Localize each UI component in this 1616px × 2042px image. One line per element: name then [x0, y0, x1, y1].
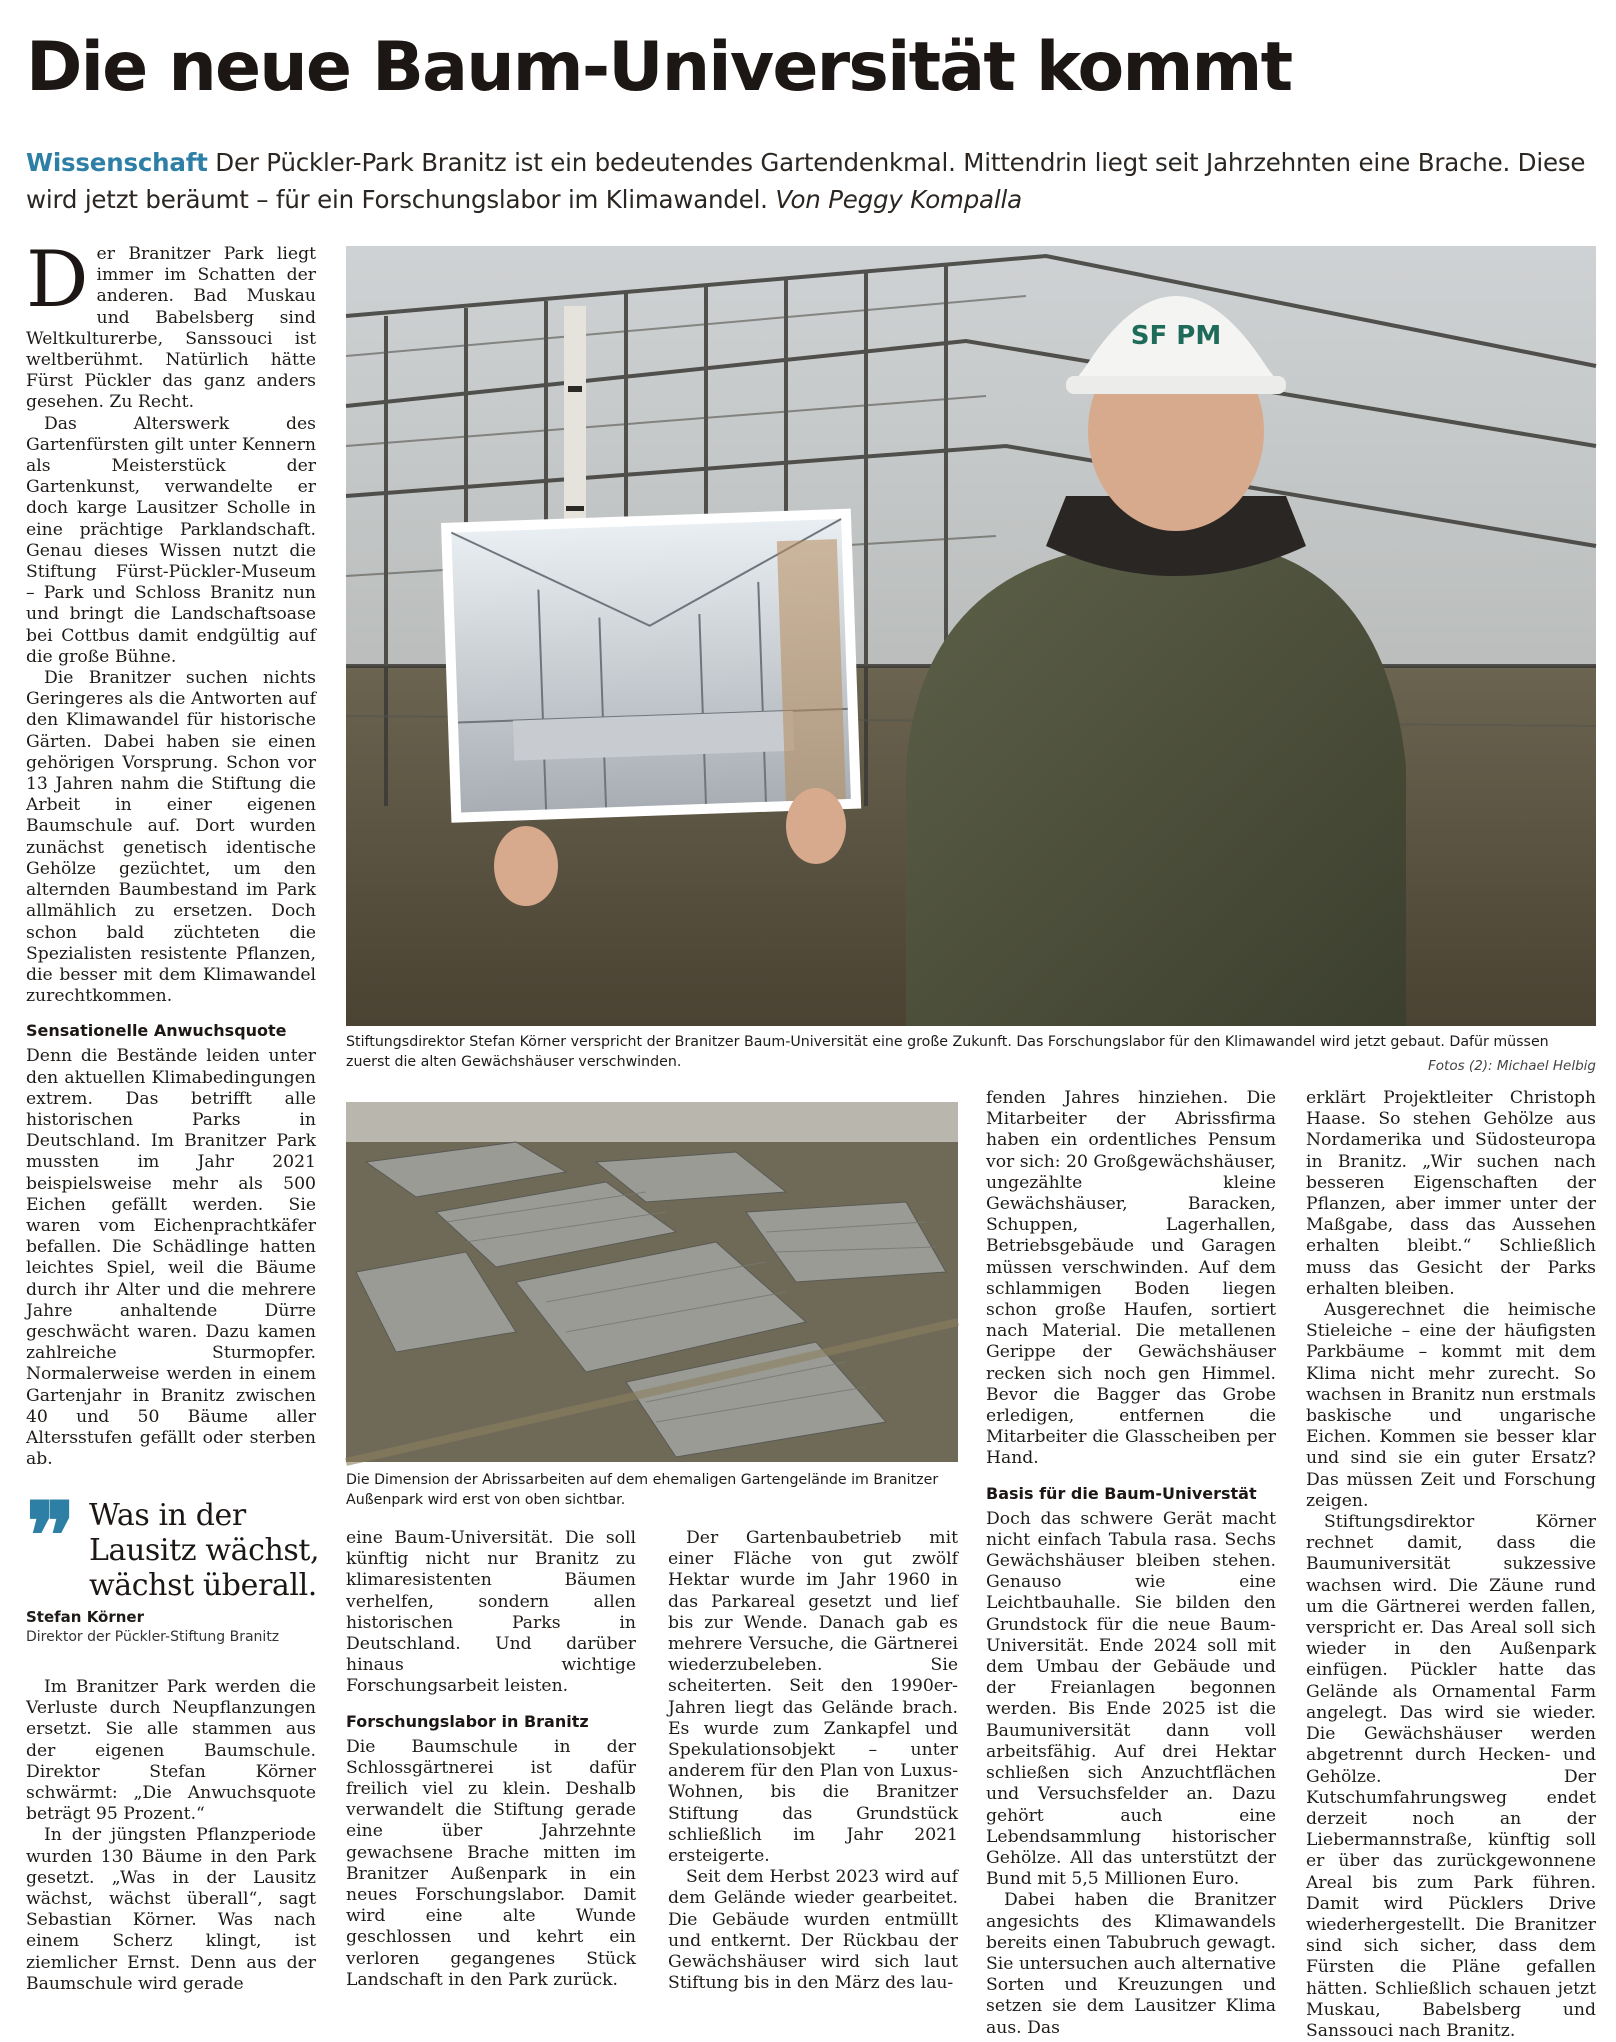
paragraph: eine Baum-Universität. Die soll künftig nicht nur Branitz zu klimaresistenten Bäumen verhelfen, sondern allen historischen Parks in Deutschland. Und darüber hinaus wichtige Forschungsarbeit leisten.: [346, 1528, 636, 1697]
paragraph: fenden Jahres hinziehen. Die Mitarbeiter der Abrissfirma haben ein ordentliches Pensum vor sich: 20 Großgewächshäuser, ungezählte kleine Gewächshäuser, Baracken, Schuppen, Lagerhallen, Betriebsgebäude und Garagen müssen verschwinden. Auf dem schlammigen Boden liegen schon große Haufen, sortiert nach Material. Die metallenen Gerippe der Gewächshäuser recken sich noch gen Himmel. Bevor die Bagger das Grobe erledigen, entfernen die Mitarbeiter die Glasscheiben per Hand.: [986, 1088, 1276, 1469]
pull-quote: [26, 1482, 326, 1647]
article-column-3: [668, 1528, 958, 1994]
main-photo-caption: Stiftungsdirektor Stefan Körner verspricht der Branitzer Baum-Universität eine große Zukunft. Das Forschungslabor für den Klimawandel wird jetzt gebaut. Dafür müssen zuerst die alten Gewächshäuser verschwinden.: [346, 1034, 1549, 1070]
quote-author-role: Direktor der Pückler-Stiftung Branitz: [26, 1629, 280, 1645]
aerial-photo-caption: Die Dimension der Abrissarbeiten auf dem ehemaligen Gartengelände im Branitzer Außenpark wird erst von oben sichtbar.: [346, 1472, 939, 1508]
paragraph: Das Alterswerk des Gartenfürsten gilt unter Kennern als Meisterstück der Gartenkunst, verwandelte er doch karge Lausitzer Scholle in eine prächtige Parklandschaft. Genau dieses Wissen nutzt die Stiftung Fürst-Pückler-Museum – Park und Schloss Branitz nun und bringt die Landschaftsoase bei Cottbus damit endgültig auf die große Bühne.: [26, 413, 316, 667]
paragraph: Die Branitzer suchen nichts Geringeres als die Antworten auf den Klimawandel für historische Gärten. Dabei haben sie einen gehörigen Vorsprung. Schon vor 13 Jahren nahm die Stiftung die Arbeit in einer eigenen Baumschule auf. Dort wurden zunächst genetisch identische Gehölze gezüchtet, um den alternden Baumbestand im Park allmählich zu ersetzen. Doch schon bald züchteten die Spezialisten resistente Pflanzen, die besser mit dem Klimawandel zurechtkommen.: [26, 668, 316, 1007]
article-column-4: [986, 1088, 1276, 2039]
paragraph: In der jüngsten Pflanzperiode wurden 130 Bäume in den Park gesetzt. „Was in der Lausitz wächst, wächst überall“, sagt Sebastian Körner. Was nach einem Scherz klingt, ist ziemlicher Ernst. Denn aus der Baumschule wird gerade: [26, 1825, 316, 1994]
paragraph: Der Gartenbaubetrieb mit einer Fläche von gut zwölf Hektar wurde im Jahr 1960 in das Parkareal gesetzt und lief bis zur Wende. Danach gab es mehrere Versuche, die Gärtnerei wiederzubeleben. Sie scheiterten. Seit den 1990er-Jahren liegt das Gelände brach. Es wurde zum Zankapfel und Spekulationsobjekt – unter anderem für den Plan von Luxus-Wohnen, bis die Branitzer Stiftung das Grundstück schließlich im Jahr 2021 ersteigerte.: [668, 1528, 958, 1867]
deck-text: Der Pückler-Park Branitz ist ein bedeutendes Gartendenkmal. Mittendrin liegt seit Jahrzehnten eine Brache. Diese wird jetzt beräumt – für ein Forschungslabor im Klimawandel.: [26, 148, 1586, 214]
aerial-photo-image: [346, 1102, 958, 1462]
subheading: Forschungslabor in Branitz: [346, 1711, 589, 1731]
main-photo: [346, 246, 1596, 1026]
paragraph: Doch das schwere Gerät macht nicht einfach Tabula rasa. Sechs Gewächshäuser bleiben stehen. Genauso wie eine Leichtbauhalle. Sie bilden den Grundstock für die neue Baum-Universität. Ende 2024 soll mit dem Umbau der Gebäude und der Freianlagen begonnen werden. Bis Ende 2025 ist die Baumuniversität dann voll arbeitsfähig. Auf drei Hektar schließen sich Anzuchtflächen und Versuchsfelder an. Dazu gehört auch eine Lebendsammlung historischer Gehölze. All das unterstützt der Bund mit 5,5 Millionen Euro.: [986, 1508, 1276, 1890]
aerial-photo: [346, 1102, 958, 1462]
photo-credit: Fotos (2): Michael Helbig: [1428, 1058, 1596, 1074]
article-deck: [26, 144, 1596, 218]
main-photo-image: [346, 246, 1596, 1026]
quote-text: Was in der Lausitz wächst, wächst überall.: [89, 1498, 320, 1603]
paragraph: Dabei haben die Branitzer angesichts des Klimawandels bereits einen Tabubruch gewagt. Sie untersuchen auch alternative Sorten und Kreuzungen und setzen sie dem Lausitzer Klima aus. Das: [986, 1890, 1276, 2038]
subheading: Sensationelle Anwuchsquote: [26, 1021, 287, 1041]
article-column-1-bottom: [26, 1677, 316, 1995]
paragraph: Stiftungsdirektor Körner rechnet damit, dass die Baumuniversität sukzessive wachsen wird. Die Zäune rund um die Gärtnerei werden fallen, verspricht er. Das Areal soll sich wieder in den Außenpark einfügen. Pückler hatte das Gelände als Ornamental Farm angelegt. Das wird sie wieder. Die Gewächshäuser werden abgetrennt durch Hecken- und Gehölze. Der Kutschumfahrungsweg endet derzeit noch an der Liebermannstraße, künftig soll er über das zurückgewonnene Areal bis zum Park führen. Damit wird Pücklers Drive wiederhergestellt. Die Branitzer sind sich sicher, dass dem Fürsten die Pläne gefallen hätten. Schließlich schauen jetzt Muskau, Babelsberg und Sanssouci nach Branitz.: [1306, 1512, 1596, 2041]
intro-text: er Branitzer Park liegt immer im Schatten der anderen. Bad Muskau und Babelsberg sind Weltkulturerbe, Sanssouci ist weltberühmt. Natürlich hätte Fürst Pückler das ganz anders gesehen. Zu Recht.: [26, 244, 316, 413]
article-column-1-top: [26, 235, 316, 1470]
subheading: Basis für die Baum-Universtät: [986, 1483, 1257, 1503]
paragraph: Ausgerechnet die heimische Stieleiche – eine der häufigsten Parkbäume – kommt mit dem Klima nicht mehr zurecht. So wachsen in Branitz nun erstmals baskische und ungarische Eichen. Kommen sie besser klar und sind sie ein guter Ersatz? Das müssen Zeit und Forschung zeigen.: [1306, 1300, 1596, 1511]
headline: Die neue Baum-Universität kommt: [26, 28, 1292, 107]
article-column-5: [1306, 1088, 1596, 2042]
paragraph: Im Branitzer Park werden die Verluste durch Neupflanzungen ersetzt. Sie alle stammen aus der eigenen Baumschule. Direktor Stefan Körner schwärmt: „Die Anwuchsquote beträgt 95 Prozent.“: [26, 1677, 316, 1825]
quote-mark-icon: ❞: [26, 1482, 76, 1590]
article-column-2: [346, 1528, 636, 1991]
paragraph: Die Baumschule in der Schlossgärtnerei ist dafür freilich viel zu klein. Deshalb verwandelt die Stiftung gerade eine über Jahrzehnte gewachsene Brache mitten im Branitzer Außenpark in ein neues Forschungslabor. Damit wird eine alte Wunde geschlossen und kehrt ein verloren gegangenes Stück Landschaft in den Park zurück.: [346, 1736, 636, 1990]
paragraph: Denn die Bestände leiden unter den aktuellen Klimabedingungen extrem. Das betrifft alle historischen Parks in Deutschland. Im Branitzer Park mussten im Jahr 2021 beispielsweise mehr als 500 Eichen gefällt werden. Sie waren vom Eichenprachtkäfer befallen. Die Schädlinge hatten leichtes Spiel, weil die Bäume durch ihr Alter und die mehrere Jahre anhaltende Dürre geschwächt waren. Dazu kamen zahlreiche Sturmopfer. Normalerweise werden in einem Gartenjahr in Branitz zwischen 40 und 50 Bäume aller Altersstufen gefällt oder sterben ab.: [26, 1046, 316, 1470]
quote-author: Stefan Körner: [26, 1608, 145, 1626]
section-kicker: Wissenschaft: [26, 148, 208, 177]
drop-cap: D: [26, 235, 89, 325]
paragraph: Seit dem Herbst 2023 wird auf dem Gelände wieder gearbeitet. Die Gebäude wurden entmüllt und entkernt. Der Rückbau der Gewächshäuser wird sich laut Stiftung bis in den März des lau-: [668, 1867, 958, 1994]
paragraph: erklärt Projektleiter Christoph Haase. So stehen Gehölze aus Nordamerika und Südosteuropa in Branitz. „Wir suchen nach besseren Eigenschaften der Pflanzen, aber immer unter der Maßgabe, dass das Aussehen erhalten bleibt.“ Schließlich muss das Gesicht der Parks erhalten bleiben.: [1306, 1088, 1596, 1299]
helmet-logo: SF PM: [1130, 321, 1222, 351]
intro-paragraph: [26, 235, 316, 414]
author-byline: Von Peggy Kompalla: [775, 185, 1022, 214]
